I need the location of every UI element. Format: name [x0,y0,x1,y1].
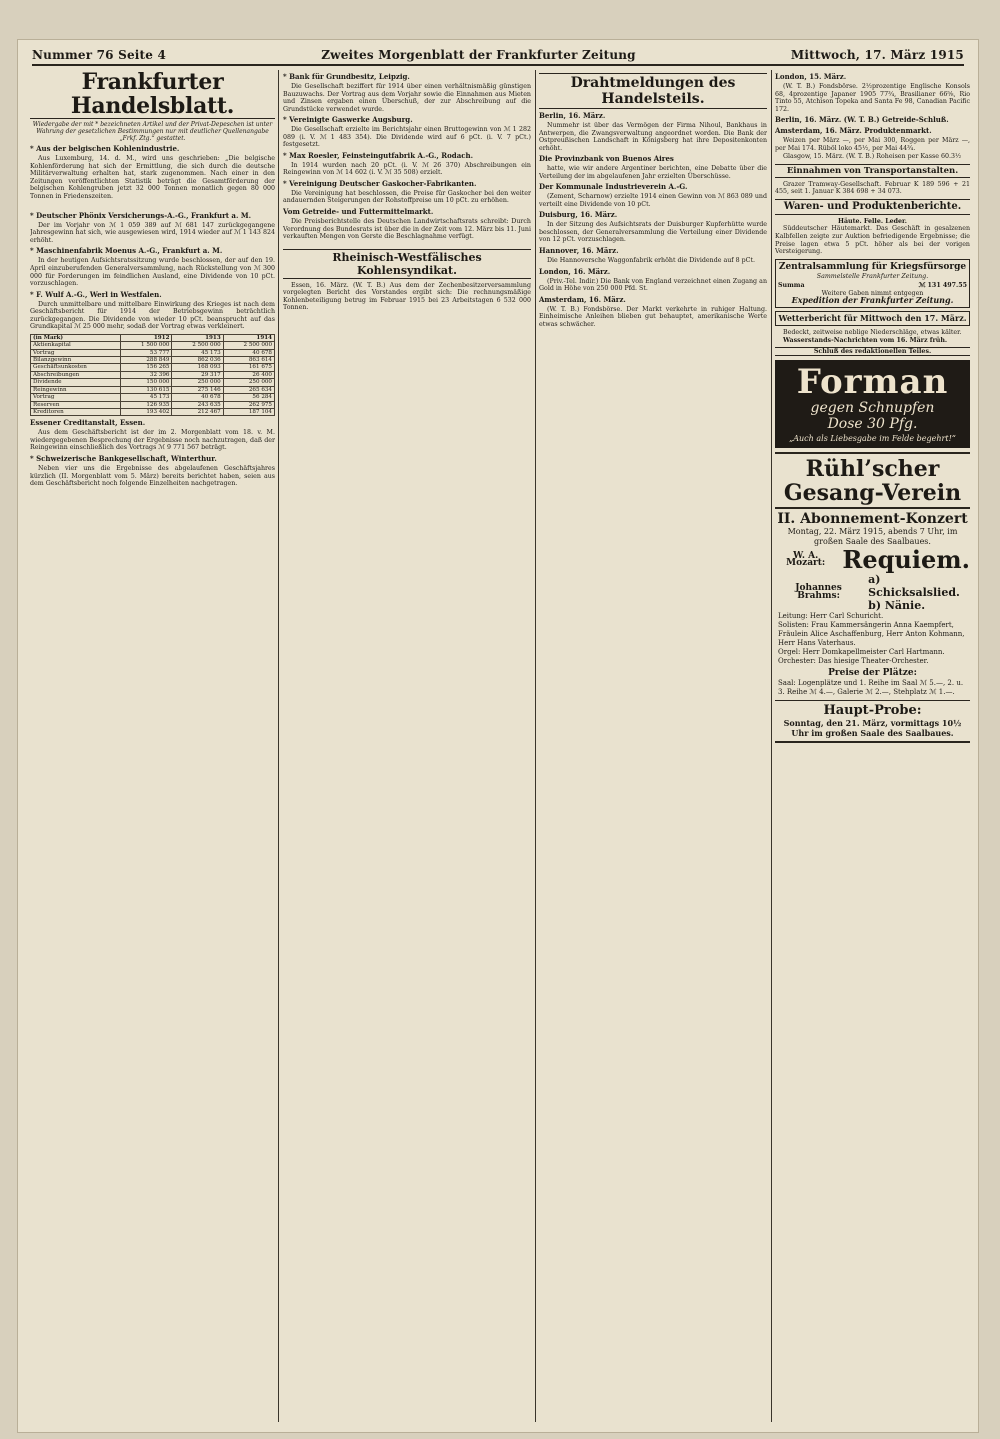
article-body: Neben vier uns die Ergebnisse des abgelaufenen Geschäftsjahres kürzlich (II. Morgenblatt vom 5. März) bereits berichtet haben, seien aus dem Geschäftsbericht noch folgende Einzelheiten nachgetragen. [30,464,275,488]
editorial-end: Schluß des redaktionellen Teiles. [775,347,970,357]
news-title: Der Kommunale Industrieverein A.-G. [539,182,688,192]
masthead-title: Frankfurter Handelsblatt. [30,70,275,119]
table-cell: 56 284 [223,394,274,401]
ad-divider [775,507,970,509]
ad-rehearsal-date: Sonntag, den 21. März, vormittags 10½ Uhr im großen Saale des Saalbaues. [783,718,962,739]
section-body: Süddeutscher Häutemarkt. Das Geschäft in gesalzenen Kalbfellen zeigte zur Auktion befriedigende Ergebnisse; die Preise lagen etwa 5 pCt. höher als bei der vorigen Versteigerung. [775,225,970,256]
table-cell: 53 777 [121,349,172,356]
table-cell: 40 678 [223,349,274,356]
column-rule [535,70,536,1422]
ad-work-title: b) Nänie. [868,599,926,613]
ad-organ: Orgel: Herr Domkapellmeister Carl Hartmann. [778,648,945,657]
financial-table [30,334,275,416]
table-cell: 45 173 [121,394,172,401]
market-body: (W. T. B.) Fondsbörse. 2½prozentige Englische Konsols 68, 4prozentige Japaner 1905 77¾, Brasilianer 66⅝, Rio Tinto 55, Atchison Topeka and Santa Fe 98, Canadian Pacific 172. [775,83,970,113]
ad-conductor: Leitung: Herr Carl Schuricht. [778,612,884,621]
ad-concert-date: Montag, 22. März 1915, abends 7 Uhr, im großen Saale des Saalbaues. [787,527,958,547]
table-header: (in Mark) [31,334,121,341]
article-body: Aus Luxemburg, 14. d. M., wird uns geschrieben: „Die belgische Kohlenförderung hat sich der Ermittlung, die sich durch die deutsche Militärverwaltung erhalten hat, stark zugenommen. Nach einer in den Zeitungen veröffentlichten Statistik beträgt die Gesamtförderung der belgischen Kohlengruben jetzt 32 000 Tonnen monatlich gegen 80 000 Tonnen in Friedenszeiten. [30,155,275,200]
table-row [31,394,275,401]
table-row-label: Bilanzgewinn [31,357,121,364]
table-row [31,357,275,364]
issue-number: Nummer 76 Seite 4 [32,48,167,62]
table-row [31,364,275,371]
market-title: London, 15. März. [775,72,847,81]
table-header-row [31,334,275,341]
ad-prices: Saal: Logenplätze und 1. Reihe im Saal ℳ 5.—, 2. u. 3. Reihe ℳ 4.—, Galerie ℳ 2.—, Stehplatz ℳ 1.—. [778,679,964,697]
weather-title: Wetterbericht für Mittwoch den 17. März. [778,312,967,323]
news-title: Duisburg, 16. März. [539,210,618,220]
news-title: Die Provinzbank von Buenos Aires [539,154,674,164]
table-cell: 262 975 [223,401,274,408]
table-row-label: Geschäftsunkosten [31,364,121,371]
ad-work-title: a) Schicksalslied. [868,573,960,600]
article-title: * Aus der belgischen Kohlenindustrie. [30,144,180,153]
table-cell: 168 093 [172,364,223,371]
market-body: Weizen per März —, per Mai 300, Roggen per März —, per Mai 174. Rüböl loko 45½, per Mai 44¾. [775,137,970,152]
news-body: Die Hannoversche Waggonfabrik erhöht die Dividende auf 8 pCt. [547,257,755,265]
total-row [778,282,967,290]
ad-concert-title: II. Abonnement-Konzert [777,511,968,528]
article-body: Durch unmittelbare und mittelbare Einwirkung des Krieges ist nach dem Geschäftsbericht für 1914 der Betriebsgewinn beträchtlich zurückgegangen. Die Dividende von wieder 10 pCt. beansprucht auf das Grundkapital ℳ 25 000 mehr, sodaß der Vortrag etwas verkleinert. [30,300,275,331]
article-body: Die Preisberichtstelle des Deutschen Landwirtschaftsrats schreibt: Durch Verordnung des Bundesrats ist über die in der Zeit vom 12. März bis 11. Juni verkauften Mengen von Gerste die Beschlagnahme verfügt. [283,218,531,241]
table-header: 1914 [223,334,274,341]
table-cell: 29 317 [172,371,223,378]
masthead-note: Wiedergabe der mit * bezeichneten Artikel und der Privat-Depeschen ist unter Wahrung der gesetzlichen Bestimmungen nur mit deutlicher Quellenangabe „Frkf. Ztg.“ gestattet. [32,121,273,142]
advertisement-concert [775,452,970,743]
market-title: Berlin, 16. März. (W. T. B.) Getreide-Schluß. [775,115,949,125]
table-cell: 150 000 [121,379,172,386]
table-row [31,379,275,386]
column-1 [30,70,275,1424]
article-title: * Vereinigung Deutscher Gaskocher-Fabrikanten. [283,178,477,188]
article-body: Die Vereinigung hat beschlossen, die Preise für Gaskocher bei den weiter andauernden Steigerungen der Rohstoffpreise um 10 pCt. zu erhöhen. [283,189,531,205]
news-body: In der Sitzung des Aufsichtsrats der Duisburger Kupferhütte wurde beschlossen, der Generalversammlung die Verteilung einer Dividende von 12 pCt. vorzuschlagen. [539,221,767,244]
table-row [31,408,275,415]
article-title: Essener Creditanstalt, Essen. [30,418,146,428]
table-cell: 863 614 [223,357,274,364]
table-row-label: Abschreibungen [31,371,121,378]
ad-soloists: Solisten: Frau Kammersängerin Anna Kaempfert, Fräulein Alice Aschaffenburg, Herr Anton Kohmann, Herr Hans Vaterhaus. [778,621,965,648]
weather-report [775,311,970,326]
ad-composer: W. A. Mozart: [786,550,826,569]
news-title: London, 16. März. [539,266,611,276]
article-title: * Max Roesler, Feinsteingutfabrik A.-G., Rodach. [283,150,474,160]
table-cell: 862 036 [172,357,223,364]
article-body: In der heutigen Aufsichtsratssitzung wurde beschlossen, der auf den 19. April einzuberufenden Generalversammlung, nach Rückstellung von ℳ 300 000 für Forderungen im feindlichen Ausland, eine Dividende von 10 pCt. vorzuschlagen. [30,257,275,288]
weather-body: Bedeckt, zeitweise neblige Niederschläge, etwas kälter. [783,328,962,336]
news-title: Amsterdam, 16. März. [539,294,626,304]
table-cell: 187 104 [223,408,274,415]
page-header [32,46,964,66]
table-row-label: Vortrag [31,394,121,401]
ad-composer: Johannes Brahms: [795,583,842,601]
table-row-label: Reingewinn [31,386,121,393]
ad-prices-title: Preise der Plätze: [828,668,917,679]
box-title: Zentralsammlung für Kriegsfürsorge [778,261,967,272]
table-cell: 156 265 [121,364,172,371]
news-body: (W. T. B.) Fondsbörse. Der Markt verkehrte in ruhiger Haltung. Einheimische Anleihen blieben gut behauptet, amerikanische Werte etwas schwächer. [539,305,767,328]
water-title: Wasserstands-Nachrichten vom 16. März früh. [783,337,948,345]
ad-orchestra: Orchester: Das hiesige Theater-Orchester. [778,657,929,666]
ad-rehearsal-title: Haupt-Probe: [775,700,970,718]
market-body: Glasgow, 15. März. (W. T. B.) Roheisen per Kasse 60.3½ [783,153,962,161]
news-title: Hannover, 16. März. [539,246,619,256]
column-rule [771,70,772,1422]
table-cell: 1 500 000 [121,342,172,349]
ad-work-titles [868,573,970,612]
table-cell: 265 634 [223,386,274,393]
news-body: Nummehr ist über das Vermögen der Firma Nihoul, Bankhaus in Antwerpen, die Zwangsverwaltung angeordnet worden. Die Bank der Ostpreußischen Landschaft in Königsberg hat ihre Depositenkonten erhöht. [539,122,767,152]
table-cell: 126 935 [121,401,172,408]
table-cell: 275 146 [172,386,223,393]
table-cell: 2 500 000 [223,342,274,349]
total-label: Summa [778,282,805,290]
table-row [31,371,275,378]
article-title: * Maschinenfabrik Moenus A.-G., Frankfurt a. M. [30,246,223,256]
article-body-continued [30,201,275,209]
table-cell: 212 467 [172,408,223,415]
table-cell: 2 500 000 [172,342,223,349]
table-body [31,342,275,416]
table-header: 1913 [172,334,223,341]
table-cell: 40 678 [172,394,223,401]
box-expedition: Expedition der Frankfurter Zeitung. [791,295,954,306]
issue-date: Mittwoch, 17. März 1915 [790,48,964,62]
article-body: Aus dem Geschäftsbericht ist der im 2. Morgenblatt vom 18. v. M. wiedergegebenen Besprechung der Ergebnisse noch nachzutragen, daß der Reingewinn einschließlich des Vortrags ℳ 9 771 567 beträgt. [30,429,275,452]
ad-society-name: Rühl’scher Gesang-Verein [783,456,962,507]
article-title: * Deutscher Phönix Versicherungs-A.-G., Frankfurt a. M. [30,210,252,220]
table-cell: 32 396 [121,371,172,378]
table-row [31,342,275,349]
market-title: Amsterdam, 16. März. Produktenmarkt. [775,126,932,136]
newspaper-page [18,40,978,1432]
article-body: Die Gesellschaft beziffert für 1914 über einen verhältnismäßig günstigen Bauzuwachs. Der Vortrag aus dem Vorjahr sowie die Einnahmen aus Mieten und Zinsen ergaben einen Überschuß, der zur Abschreibung auf die Grundstücke verwendet wurde. [283,83,531,113]
news-body: (Priv.-Tel. Indir.) Die Bank von England verzeichnet einen Zugang an Gold in Höhe von 250 000 Pfd. St. [539,277,767,293]
ad-work-1 [775,547,970,573]
table-row-label: Kreditoren [31,408,121,415]
box-subtitle: Sammelstelle Frankfurter Zeitung. [816,272,929,280]
section-title: Einnahmen von Transportanstalten. [775,164,970,178]
table-row-label: Dividende [31,379,121,386]
column-2 [283,70,531,1424]
section-title: Rheinisch-Westfälisches Kohlensyndikat. [283,249,531,279]
table-cell: 243 635 [172,401,223,408]
news-title: Berlin, 16. März. [539,111,606,120]
section-body: Grazer Tramway-Gesellschaft. Februar K 189 596 + 21 455, seit 1. Januar K 384 698 + 34 073. [775,180,970,196]
war-relief-box [775,259,970,308]
column-4 [775,70,970,1424]
article-title: Vom Getreide- und Futtermittelmarkt. [283,207,434,217]
article-body: In 1914 wurden nach 20 pCt. (i. V. ℳ 26 370) Abschreibungen ein Reingewinn von ℳ 14 602 (i. V. ℳ 35 508) erzielt. [283,161,531,177]
news-body: hatte, wie wir andere Argentiner berichten, eine Debatte über die Verteilung der im abgelaufenen Jahr erzielten Überschüsse. [539,165,767,180]
article-body: Die Gesellschaft erzielte im Berichtsjahr einen Bruttogewinn von ℳ 1 282 089 (i. V. ℳ 1 483 354). Die Dividende wird auf 6 pCt. (i. V. 7 pCt.) festgesetzt. [283,126,531,149]
ad-work-2 [775,573,970,612]
column-3 [539,70,767,1424]
table-cell: 26 400 [223,371,274,378]
table-cell: 45 173 [172,349,223,356]
news-body: (Zement, Scharnow) erzielte 1914 einen Gewinn von ℳ 863 089 und verteilt eine Dividende von 10 pCt. [539,193,767,208]
table-row-label: Vortrag [31,349,121,356]
table-cell: 193 402 [121,408,172,415]
article-title: * F. Wulf A.-G., Werl in Westfalen. [30,289,162,299]
ad-price: Dose 30 Pfg. [827,416,918,433]
table-row [31,349,275,356]
article-title: * Schweizerische Bankgesellschaft, Winterthur. [30,453,217,463]
total-value: ℳ 131 497.55 [918,282,967,290]
table-row [31,386,275,393]
table-cell: 288 849 [121,357,172,364]
table-cell: 250 000 [223,379,274,386]
box-note: Weitere Gaben nimmt entgegen [821,289,924,297]
article-body: Essen, 16. März. (W. T. B.) Aus dem der Zechenbesitzerversammlung vorgelegten Bericht des Vorstandes ergibt sich: Die rechnungsmäßige Kohlenbeteiligung betrug im Februar 1915 bei 23 Arbeitstagen 6 532 000 Tonnen. [283,281,531,312]
table-row [31,401,275,408]
column-rule [278,70,279,1422]
newspaper-edition: Zweites Morgenblatt der Frankfurter Zeitung [321,48,636,62]
table-header: 1912 [121,334,172,341]
ad-work-title: Requiem. [842,545,970,575]
advertisement-forman [775,360,970,448]
ad-brand: Forman [796,362,949,403]
table-cell: 130 615 [121,386,172,393]
ad-subtitle: gegen Schnupfen [810,400,935,417]
section-title: Drahtmeldungen des Handelsteils. [539,73,767,109]
article-title: * Vereinigte Gaswerke Augsburg. [283,115,413,125]
ad-slogan: „Auch als Liebesgabe im Felde begehrt!“ [789,434,956,444]
table-cell: 161 675 [223,364,274,371]
table-row-label: Reserven [31,401,121,408]
article-title: * Bank für Grundbesitz, Leipzig. [283,72,410,81]
table-row-label: Aktienkapital [31,342,121,349]
article-body: Der im Vorjahr von ℳ 1 059 389 auf ℳ 681 147 zurückgegangene Jahresgewinn hat sich, wie ausgewiesen wird, 1914 wieder auf ℳ 1 143 824 erhöht. [30,221,275,244]
table-cell: 250 000 [172,379,223,386]
section-title: Waren- und Produktenberichte. [775,199,970,215]
subsection-title: Häute. Felle. Leder. [838,217,907,225]
